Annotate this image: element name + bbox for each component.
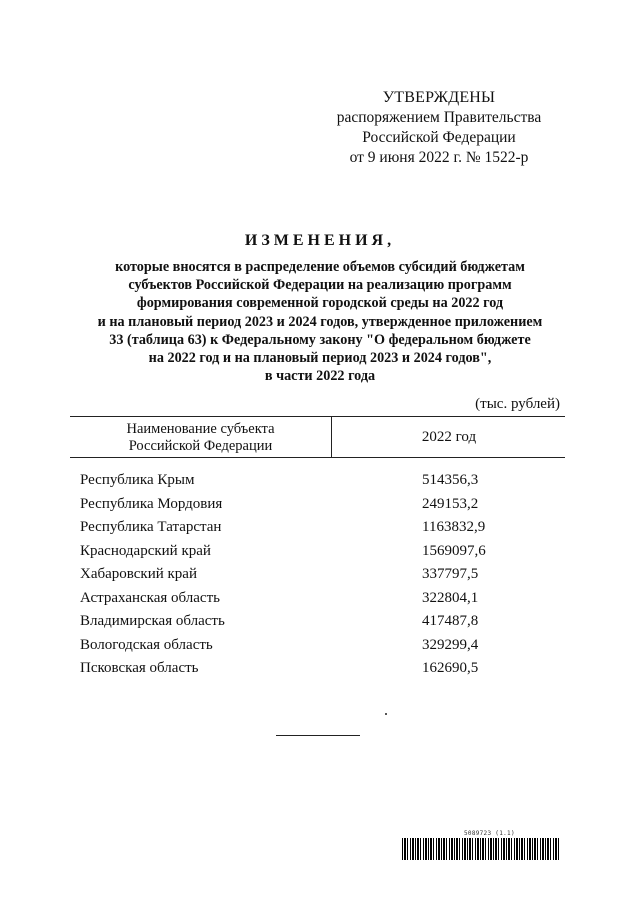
subsidy-value: 162690,5 <box>422 660 479 676</box>
table-row <box>80 566 560 590</box>
subject-name: Псковская область <box>80 660 199 676</box>
table-row <box>80 637 560 661</box>
table-row <box>80 660 560 684</box>
subtitle-line: которые вносятся в распределение объемов субсидий бюджетам <box>115 259 525 275</box>
table-row <box>80 590 560 614</box>
barcode-icon <box>402 838 560 860</box>
barcode-caption: 5089723 (1.1) <box>464 830 515 837</box>
subject-name: Республика Крым <box>80 472 195 488</box>
column-header-line: Российской Федерации <box>128 438 273 454</box>
subsidy-value: 337797,5 <box>422 566 479 582</box>
scan-speck <box>385 713 387 715</box>
subsidy-value: 417487,8 <box>422 613 479 629</box>
subject-name: Краснодарский край <box>80 542 211 559</box>
subject-name: Владимирская область <box>80 613 225 629</box>
column-header-line: Наименование субъекта <box>126 421 275 437</box>
subject-name: Хабаровский край <box>80 566 197 582</box>
table-row <box>80 496 560 520</box>
subtitle-line: формирования современной городской среды на 2022 год <box>136 295 504 312</box>
subject-name: Астраханская область <box>80 589 220 606</box>
document-subtitle <box>50 258 590 385</box>
approval-heading: УТВЕРЖДЕНЫ <box>382 89 496 106</box>
table-row <box>80 613 560 637</box>
table-row <box>80 519 560 543</box>
subsidy-value: 514356,3 <box>422 472 479 488</box>
closing-rule <box>276 735 360 736</box>
subsidy-value: 1569097,6 <box>422 542 486 559</box>
document-title: ИЗМЕНЕНИЯ, <box>244 232 396 249</box>
column-header-subject <box>70 417 332 457</box>
subsidy-value: 249153,2 <box>422 495 479 512</box>
subject-name: Республика Мордовия <box>80 495 223 512</box>
approval-line: распоряжением Правительства <box>336 109 542 126</box>
approval-block <box>330 88 548 168</box>
subtitle-line: в части 2022 года <box>264 368 376 385</box>
units-label: (тыс. рублей) <box>475 396 560 412</box>
approval-line: Российской Федерации <box>362 129 516 146</box>
subtitle-line: и на плановый период 2023 и 2024 годов, утвержденное приложением <box>97 313 543 330</box>
table-row <box>80 472 560 496</box>
table-row <box>80 543 560 567</box>
subtitle-line: на 2022 год и на плановый период 2023 и 2024 годов", <box>148 350 492 367</box>
subsidy-value: 322804,1 <box>422 589 479 606</box>
approval-date-line: от 9 июня 2022 г. № 1522-р <box>349 149 529 166</box>
subject-name: Вологодская область <box>80 636 213 653</box>
subtitle-line: субъектов Российской Федерации на реализацию программ <box>128 277 512 294</box>
table-body <box>80 472 560 684</box>
subtitle-line: 33 (таблица 63) к Федеральному закону "О федеральном бюджете <box>109 331 531 348</box>
document-barcode <box>402 830 560 860</box>
table-header <box>70 416 565 458</box>
subsidy-value: 1163832,9 <box>422 519 486 535</box>
column-header-year: 2022 год <box>421 429 477 445</box>
subsidy-value: 329299,4 <box>422 636 479 653</box>
subject-name: Республика Татарстан <box>80 519 222 535</box>
